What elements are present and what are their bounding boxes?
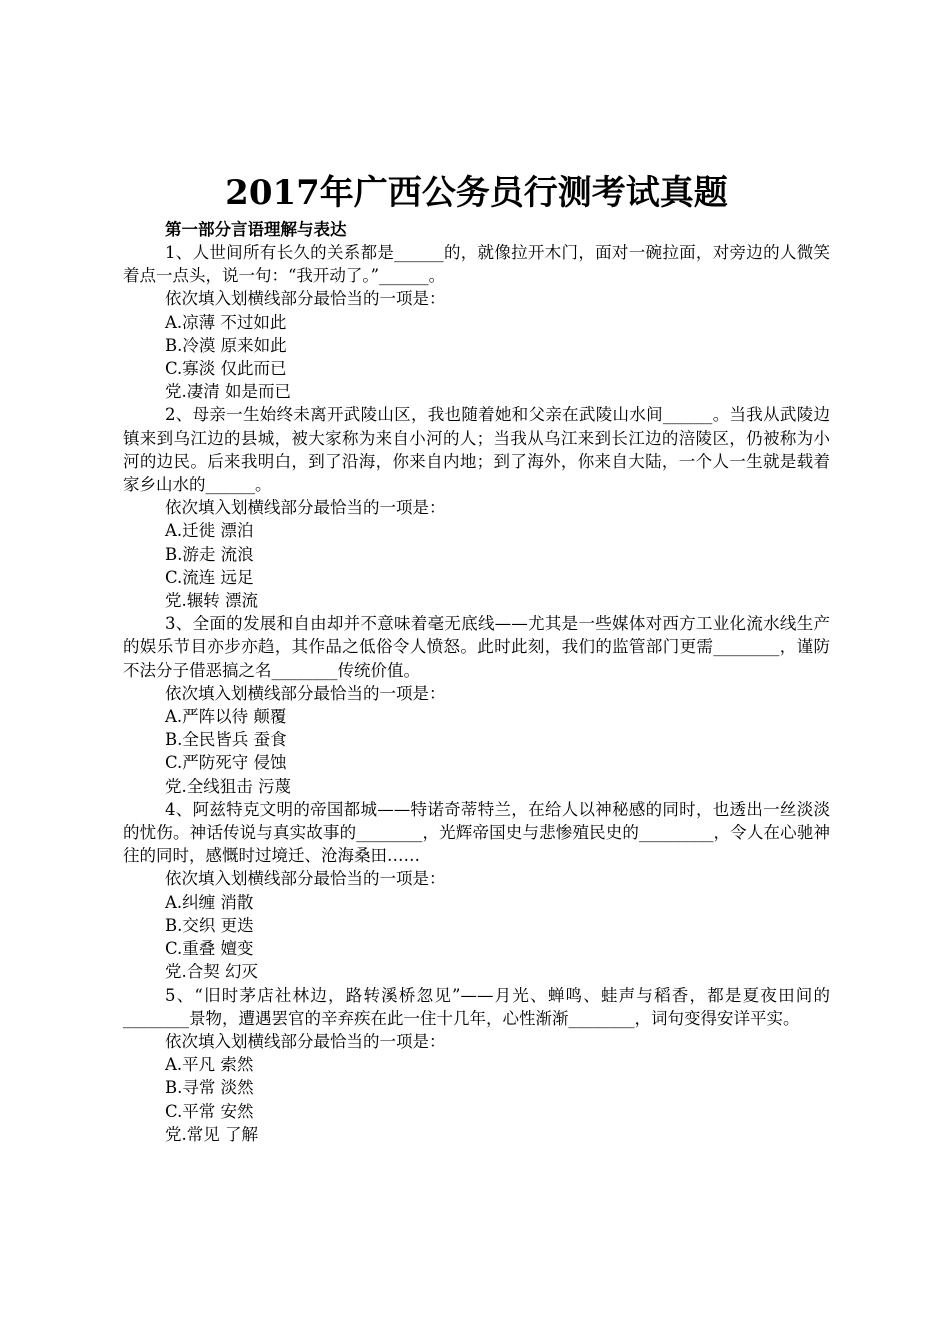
option-b: B.全民皆兵 蚕食 [165,730,287,750]
option-b: B.游走 流浪 [165,544,254,564]
question-3 [123,612,830,798]
question-text: 3、全面的发展和自由却并不意味着毫无底线——尤其是一些媒体对西方工业化流水线生产的娱乐节目亦步亦趋，其作品之低俗令人愤怒。此时此刻，我们的监管部门更需________，谨防不法分子借恶搞之名________传统价值。 [123,614,830,680]
question-4 [123,798,830,984]
question-prompt: 依次填入划横线部分最恰当的一项是： [165,289,446,309]
option-c: C.流连 远足 [165,567,254,587]
option-d: 党.全线狙击 污蔑 [165,776,291,796]
question-text: 5、“旧时茅店社林边，路转溪桥忽见”——月光、蝉鸣、蛙声与稻香，都是夏夜田间的________景物，遭遇罢官的辛弃疾在此一住十几年，心性渐渐________，词句变得安详平实。 [123,985,830,1028]
option-d: 党.凄清 如是而已 [165,382,291,402]
question-prompt: 依次填入划横线部分最恰当的一项是： [165,498,446,518]
question-prompt: 依次填入划横线部分最恰当的一项是： [165,683,446,703]
option-d: 党.辗转 漂流 [165,591,258,611]
question-1 [123,241,830,403]
option-c: C.平常 安然 [165,1101,254,1121]
option-c: C.严防死守 侵蚀 [165,753,287,773]
question-text: 1、人世间所有长久的关系都是______的，就像拉开木门，面对一碗拉面，对旁边的人微笑着点一点头，说一句：“我开动了。”______。 [123,243,830,286]
option-b: B.冷漠 原来如此 [165,335,287,355]
option-a: A.凉薄 不过如此 [165,312,287,332]
option-d: 党.常见 了解 [165,1124,258,1144]
question-prompt: 依次填入划横线部分最恰当的一项是： [165,1031,446,1051]
question-prompt: 依次填入划横线部分最恰当的一项是： [165,869,446,889]
question-2 [123,403,830,612]
option-d: 党.合契 幻灭 [165,962,258,982]
option-c: C.重叠 嬗变 [165,939,254,959]
section-heading: 第一部分言语理解与表达 [165,220,347,239]
option-a: A.纠缠 消散 [165,892,254,912]
option-b: B.交织 更迭 [165,915,254,935]
page-title: 2017年广西公务员行测考试真题 [225,173,728,213]
question-5 [123,984,830,1146]
option-a: A.严阵以待 颠覆 [165,707,287,727]
option-a: A.平凡 索然 [165,1055,254,1075]
option-a: A.迁徙 漂泊 [165,521,254,541]
question-text: 4、阿兹特克文明的帝国都城——特诺奇蒂特兰，在给人以神秘感的同时，也透出一丝淡淡的忧伤。神话传说与真实故事的________，光辉帝国史与悲惨殖民史的_________，令人在心驰神往的同时，感慨时过境迁、沧海桑田…… [123,799,830,866]
option-b: B.寻常 淡然 [165,1078,254,1098]
option-c: C.寡淡 仅此而已 [165,359,287,379]
question-text: 2、母亲一生始终未离开武陵山区，我也随着她和父亲在武陵山水间______。当我从武陵边镇来到乌江边的县城，被大家称为来自小河的人；当我从乌江来到长江边的涪陵区，仍被称为小河的边民。后来我明白，到了沿海，你来自内地；到了海外，你来自大陆，一个人一生就是载着家乡山水的______。 [123,405,830,495]
